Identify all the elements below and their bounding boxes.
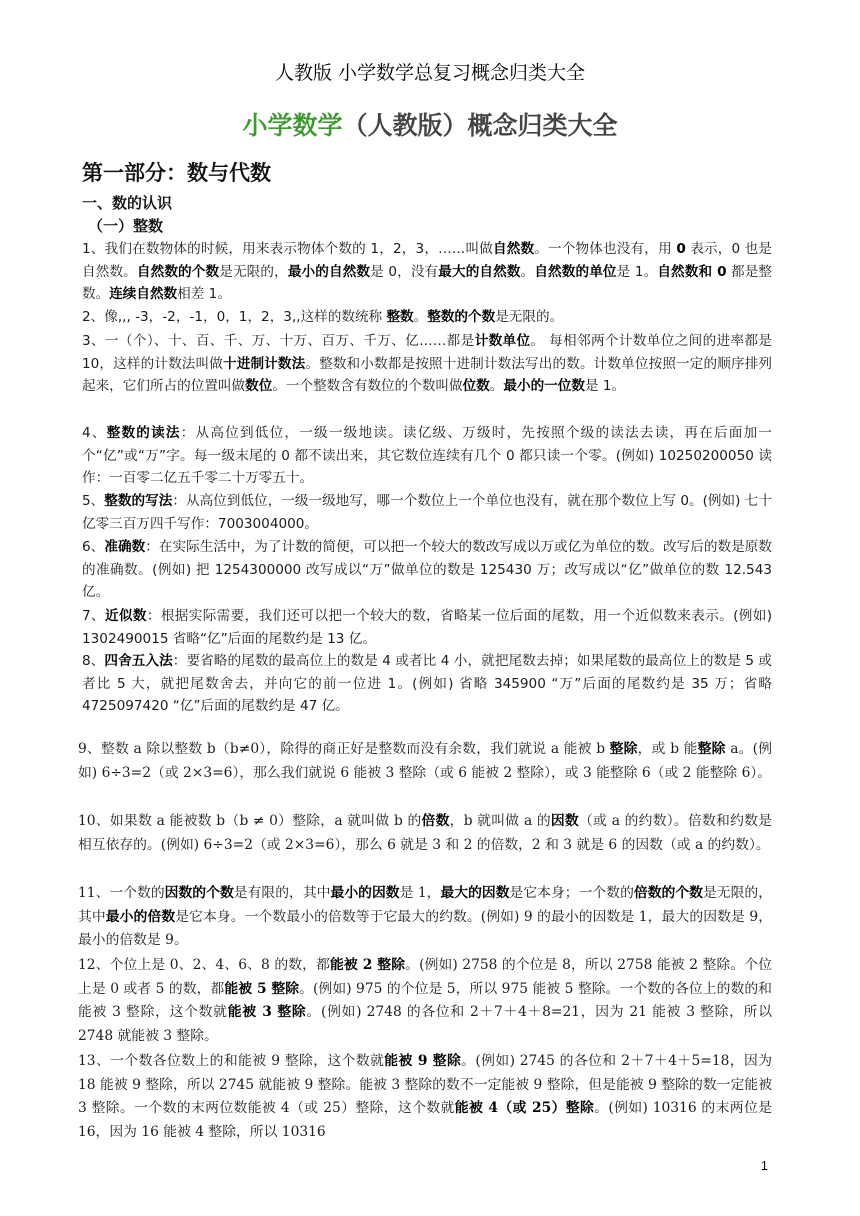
bold-term: 数位 bbox=[245, 378, 273, 394]
text-run: 是无限的。 bbox=[495, 309, 564, 325]
text-run: 11、一个数的 bbox=[78, 885, 165, 901]
page-header: 人教版 小学数学总复习概念归类大全 bbox=[274, 62, 586, 84]
text-run: （或 a 的约数）。倍数和约数是相互依存的。(例如) 6÷3=2（或 2×3=6），那么 6 就是 3 和 2 的倍数，2 和 3 就是 6 的因数（或 a 的约数）。 bbox=[78, 813, 772, 853]
text-run: 1、我们在数物体的时候，用来表示物体个数的 1，2，3，……叫做 bbox=[82, 241, 493, 257]
text-run: 。整数和小数都是按照十进制计数法写出的数。计数单位按照一定的顺序排列起来，它们所占的位置叫做 bbox=[82, 355, 773, 394]
text-run: 是无限的，其中 bbox=[78, 885, 773, 925]
bold-term: 整除 bbox=[697, 741, 726, 757]
paragraph-13 bbox=[78, 1050, 772, 1144]
bold-term: 自然数的单位 bbox=[534, 263, 617, 280]
bold-term: 能被 9 整除 bbox=[384, 1053, 462, 1069]
bold-term: 自然数和 0 bbox=[657, 263, 727, 280]
text-run: ，或 b 能 bbox=[637, 741, 698, 757]
bold-term: 倍数的个数 bbox=[633, 885, 703, 901]
text-run: 3、一（个）、十、百、千、万、十万、百万、千万、亿……都是 bbox=[82, 333, 475, 349]
bold-term: 四舍五入法 bbox=[104, 653, 173, 669]
text-run: 是有限的，其中 bbox=[233, 885, 331, 901]
text-run: 是它本身；一个数的 bbox=[509, 885, 634, 901]
text-run: 。(例如) 2748 的各位和 2＋7＋4＋8=21，因为 21 能被 3 整除，所以 2748 就能被 3 整除。 bbox=[78, 1004, 772, 1044]
text-run: 4、 bbox=[82, 425, 107, 441]
text-run: 。一个整数含有数位的个数叫做 bbox=[272, 378, 463, 394]
text-run: 7、 bbox=[82, 608, 105, 624]
paragraph-6 bbox=[82, 536, 772, 604]
bold-term: 计数单位 bbox=[474, 333, 531, 349]
text-run: 是 0，没有 bbox=[370, 263, 439, 280]
bold-term: 能被 2 整除 bbox=[330, 957, 406, 973]
text-run: 。 每相邻两个计数单位之间的进率都是 10，这样的计数法叫做 bbox=[82, 333, 772, 372]
bold-term: 能被 4（或 25）整除 bbox=[454, 1100, 595, 1117]
title-rest-part: （人教版）概念归类大全 bbox=[342, 111, 618, 140]
text-run: 是它本身。一个数最小的倍数等于它最大的约数。(例如) 9 的最小的因数是 1，最大的因数是 9，最小的倍数是 9。 bbox=[78, 908, 773, 949]
bold-term: 十进制计数法 bbox=[223, 355, 306, 372]
document-title bbox=[0, 106, 860, 142]
text-run: 2、像,,, -3，-2，-1，0，1，2，3,,这样的数统称 bbox=[82, 309, 387, 325]
text-run: 是 1。 bbox=[584, 378, 626, 394]
bold-term: 整数 bbox=[386, 309, 414, 325]
paragraph-10 bbox=[78, 810, 772, 857]
paragraph-5 bbox=[82, 490, 772, 535]
text-run: 12、个位上是 0、2、4、6、8 的数，都 bbox=[78, 957, 331, 973]
bold-term: 最大的因数 bbox=[440, 885, 510, 901]
text-run: ：根据实际需要，我们还可以把一个较大的数，省略某一位后面的尾数，用一个近似数来表示。(例如) 1302490015 省略“亿”后面的尾数约是 13 亿。 bbox=[82, 608, 773, 647]
paragraph-12 bbox=[78, 954, 772, 1048]
bold-term: 倍数 bbox=[421, 813, 450, 829]
bold-term: 位数 bbox=[462, 378, 490, 394]
part-heading: 第一部分：数与代数 bbox=[82, 160, 271, 185]
bold-term: 近似数 bbox=[104, 608, 147, 624]
bold-term: 整数的个数 bbox=[427, 309, 496, 325]
text-run: 。 bbox=[413, 309, 428, 325]
text-run: 相差 1。 bbox=[177, 286, 231, 302]
text-run: 6、 bbox=[82, 539, 105, 555]
text-run: 8、 bbox=[82, 653, 105, 669]
text-run: ：在实际生活中，为了计数的简便，可以把一个较大的数改写成以万或亿为单位的数。改写后的数是原数的准确数。(例如) 把 1254300000 改写成以“万”做单位的数是 125430 万；改写成以“亿”做单位的数 12.543 亿。 bbox=[82, 539, 773, 600]
text-run: 都是整数。 bbox=[82, 263, 773, 302]
paragraph-9 bbox=[78, 738, 772, 785]
text-run: 。 bbox=[489, 378, 504, 394]
paragraph-2 bbox=[82, 306, 772, 329]
text-run: 表示，0 也是自然数。 bbox=[82, 241, 773, 280]
bold-term: 自然数 bbox=[492, 241, 535, 257]
text-run: 是无限的， bbox=[219, 263, 288, 280]
bold-term: 整数的读法 bbox=[106, 425, 181, 441]
bold-term: 自然数的个数 bbox=[136, 263, 220, 280]
text-run: 。 bbox=[520, 263, 535, 280]
text-run: 。(例如) 2758 的个位是 8，所以 2758 能被 2 整除。个位上是 0 或者 5 的数，都 bbox=[78, 957, 772, 997]
bold-term: 连续自然数 bbox=[109, 286, 178, 302]
bold-term: 因数的个数 bbox=[164, 885, 234, 901]
text-run: 。一个物体也没有，用 bbox=[534, 241, 677, 257]
text-run: 10、如果数 a 能被数 b（b ≠ 0）整除，a 就叫做 b 的 bbox=[78, 813, 422, 829]
text-run: 是 1， bbox=[399, 885, 441, 901]
text-run: a。(例如) 6÷3=2（或 2×3=6），那么我们就说 6 能被 3 整除（或 6 能被 2 整除），或 3 能整除 6（或 2 能整除 6）。 bbox=[78, 741, 773, 781]
bold-term: 最大的自然数 bbox=[438, 263, 521, 280]
bold-term: 最小的一位数 bbox=[503, 378, 585, 394]
bold-term: 准确数 bbox=[104, 539, 146, 555]
text-run: 13、一个数各位数上的和能被 9 整除，这个数就 bbox=[78, 1053, 385, 1069]
text-run: 5、 bbox=[82, 493, 105, 509]
text-run: 是 1。 bbox=[616, 263, 658, 280]
bold-term: 因数 bbox=[550, 813, 579, 829]
page-number: 1 bbox=[760, 1158, 768, 1173]
text-run: ：要省略的尾数的最高位上的数是 4 或者比 4 小，就把尾数去掉；如果尾数的最高位上的数是 5 或者比 5 大，就把尾数舍去，并向它的前一位进 1。(例如) 省略 345900 “万”后面的尾数约是 35 万；省略 4725097420 “亿”后面的尾数约是 47 亿。 bbox=[82, 653, 772, 714]
paragraph-1 bbox=[82, 238, 772, 306]
bold-term: 最小的倍数 bbox=[105, 908, 176, 925]
title-green-part: 小学数学 bbox=[242, 111, 343, 140]
text-run: ：从高位到低位，一级一级地写，哪一个数位上一个单位也没有，就在那个数位上写 0。(例如) 七十亿零三百万四千写作：7003004000。 bbox=[82, 493, 772, 532]
text-run: 。(例如) 10316 的末两位是 16，因为 16 能被 4 整除，所以 10316 bbox=[78, 1100, 772, 1140]
bold-term: 最小的自然数 bbox=[287, 263, 371, 280]
bold-term: 最小的因数 bbox=[330, 885, 400, 901]
text-run: ：从高位到低位，一级一级地读。读亿级、万级时，先按照个级的读法去读，再在后面加一个“亿”或“万”字。每一级末尾的 0 都不读出来，其它数位连续有几个 0 都只读一个零。(例如) 10250200050 读作：一百零二亿五千零二十万零五十。 bbox=[82, 425, 773, 486]
paragraph-4 bbox=[82, 422, 772, 490]
bold-term: 整除 bbox=[609, 741, 638, 757]
section-heading: 一、数的认识 bbox=[82, 194, 173, 212]
text-run: 。(例如) 975 的个位是 5，所以 975 能被 5 整除。一个数的各位上的数的和能被 3 整除，这个数就 bbox=[78, 980, 772, 1021]
paragraph-3 bbox=[82, 330, 772, 398]
paragraph-7 bbox=[82, 605, 772, 650]
paragraph-8 bbox=[82, 650, 772, 718]
text-run: 。(例如) 2745 的各位和 2＋7＋4＋5=18，因为 18 能被 9 整除，所以 2745 就能被 9 整除。能被 3 整除的数不一定能被 9 整除，但是能被 9 整除的数一定能被 3 整除。一个数的末两位数能被 4（或 25）整除，这个数就 bbox=[78, 1053, 772, 1117]
paragraph-11 bbox=[78, 882, 772, 953]
bold-term: 0 bbox=[676, 241, 686, 257]
bold-term: 能被 3 整除 bbox=[227, 1004, 307, 1021]
bold-term: 整数的写法 bbox=[104, 493, 173, 509]
subsection-heading: （一）整数 bbox=[88, 217, 164, 235]
bold-term: 能被 5 整除 bbox=[224, 980, 300, 997]
text-run: ，b 就叫做 a 的 bbox=[449, 813, 551, 829]
text-run: 9、整数 a 除以整数 b（b≠0），除得的商正好是整数而没有余数，我们就说 a 能被 b bbox=[78, 741, 610, 757]
